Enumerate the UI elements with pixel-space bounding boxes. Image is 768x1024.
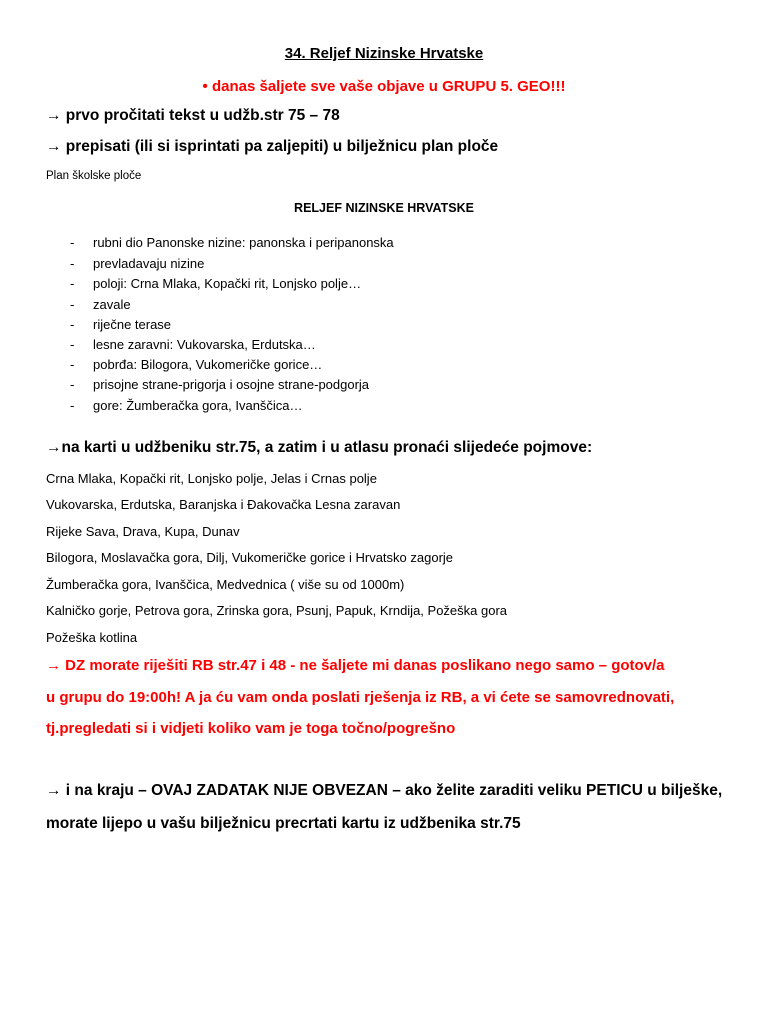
optional-line: → i na kraju – OVAJ ZADATAK NIJE OBVEZAN – ako želite zaraditi veliku PETICU u bilješke, xyxy=(46,782,723,799)
dash-marker: - xyxy=(70,377,75,392)
dash-marker: - xyxy=(70,235,75,250)
map-task: →na karti u udžbeniku str.75, a zatim i u atlasu pronaći slijedeće pojmove: xyxy=(46,439,593,456)
term-line: Rijeke Sava, Drava, Kupa, Dunav xyxy=(46,524,240,539)
homework-line: tj.pregledati si i vidjeti koliko vam je toga točno/pogrešno xyxy=(46,720,456,737)
document-page: 34. Reljef Nizinske Hrvatske • danas šaljete sve vaše objave u GRUPU 5. GEO!!! → prvo pročitati tekst u udžb.str 75 – 78 → prepisati (ili si isprintati pa zaljepiti) u bilježnicu plan ploče Plan školske ploče RELJEF NIZINSKE HRVATSKE - rubni dio Panonske nizine: panonska i peripanonska - prevladavaju nizine - poloji: Crna Mlaka, Kopački rit, Lonjsko polje… - zavale - riječne terase - lesne zaravni: Vukovarska, Erdutska… - pobrđa: Bilogora, Vukomeričke gorice… - prisojne strane-prigorja i osojne strane-podgorja - gore: Žumberačka gora, Ivanščica… →na karti u udžbeniku str.75, a zatim i u atlasu pronaći slijedeće pojmove: Crna Mlaka, Kopački rit, Lonjsko polje, Jelas i Crnas polje Vukovarska, Erdutska, Baranjska i Đakovačka Lesna zaravan Rijeke Sava, Drava, Kupa, Dunav Bilogora, Moslavačka gora, Dilj, Vukomeričke gorice i Hrvatsko zagorje Žumberačka gora, Ivanščica, Medvednica ( više su od 1000m) Kalničko gorje, Petrova gora, Zrinska gora, Psunj, Papuk, Krndija, Požeška gora Požeška kotlina → DZ morate riješiti RB str.47 i 48 - ne šaljete mi danas poslikano nego samo – gotov/a u grupu do 19:00h! A ja ću vam onda poslati rješenja iz RB, a vi ćete se samovrednovati, tj.pregledati si i vidjeti koliko vam je toga točno/pogrešno → i na kraju – OVAJ ZADATAK NIJE OBVEZAN – ako želite zaraditi veliku PETICU u bilješke, morate lijepo u vašu bilježnicu precrtati kartu iz udžbenika str.75 xyxy=(0,0,768,1024)
optional-line: morate lijepo u vašu bilježnicu precrtati kartu iz udžbenika str.75 xyxy=(46,815,521,832)
term-line: Kalničko gorje, Petrova gora, Zrinska gora, Psunj, Papuk, Krndija, Požeška gora xyxy=(46,603,508,618)
dash-marker: - xyxy=(70,256,75,271)
page-title: 34. Reljef Nizinske Hrvatske xyxy=(284,45,484,62)
board-title: RELJEF NIZINSKE HRVATSKE xyxy=(294,201,474,215)
step-copy: → prepisati (ili si isprintati pa zaljepiti) u bilježnicu plan ploče xyxy=(46,138,499,155)
board-plan-label: Plan školske ploče xyxy=(46,170,142,182)
term-line: Žumberačka gora, Ivanščica, Medvednica ( više su od 1000m) xyxy=(46,577,405,592)
homework-line: → DZ morate riješiti RB str.47 i 48 - ne šaljete mi danas poslikano nego samo – gotov/a xyxy=(46,657,665,674)
term-line: Crna Mlaka, Kopački rit, Lonjsko polje, Jelas i Crnas polje xyxy=(46,471,377,486)
homework-line: u grupu do 19:00h! A ja ću vam onda poslati rješenja iz RB, a vi ćete se samovrednovati, xyxy=(46,689,675,706)
term-line: Požeška kotlina xyxy=(46,630,138,645)
group-note: • danas šaljete sve vaše objave u GRUPU 5. GEO!!! xyxy=(202,78,566,95)
dash-marker: - xyxy=(70,357,75,372)
step-read: → prvo pročitati tekst u udžb.str 75 – 78 xyxy=(46,107,340,124)
term-line: Vukovarska, Erdutska, Baranjska i Đakovačka Lesna zaravan xyxy=(46,497,401,512)
dash-marker: - xyxy=(70,398,75,413)
term-line: Bilogora, Moslavačka gora, Dilj, Vukomeričke gorice i Hrvatsko zagorje xyxy=(46,550,454,565)
dash-marker: - xyxy=(70,317,75,332)
dash-marker: - xyxy=(70,337,75,352)
dash-marker: - xyxy=(70,297,75,312)
dash-marker: - xyxy=(70,276,75,291)
